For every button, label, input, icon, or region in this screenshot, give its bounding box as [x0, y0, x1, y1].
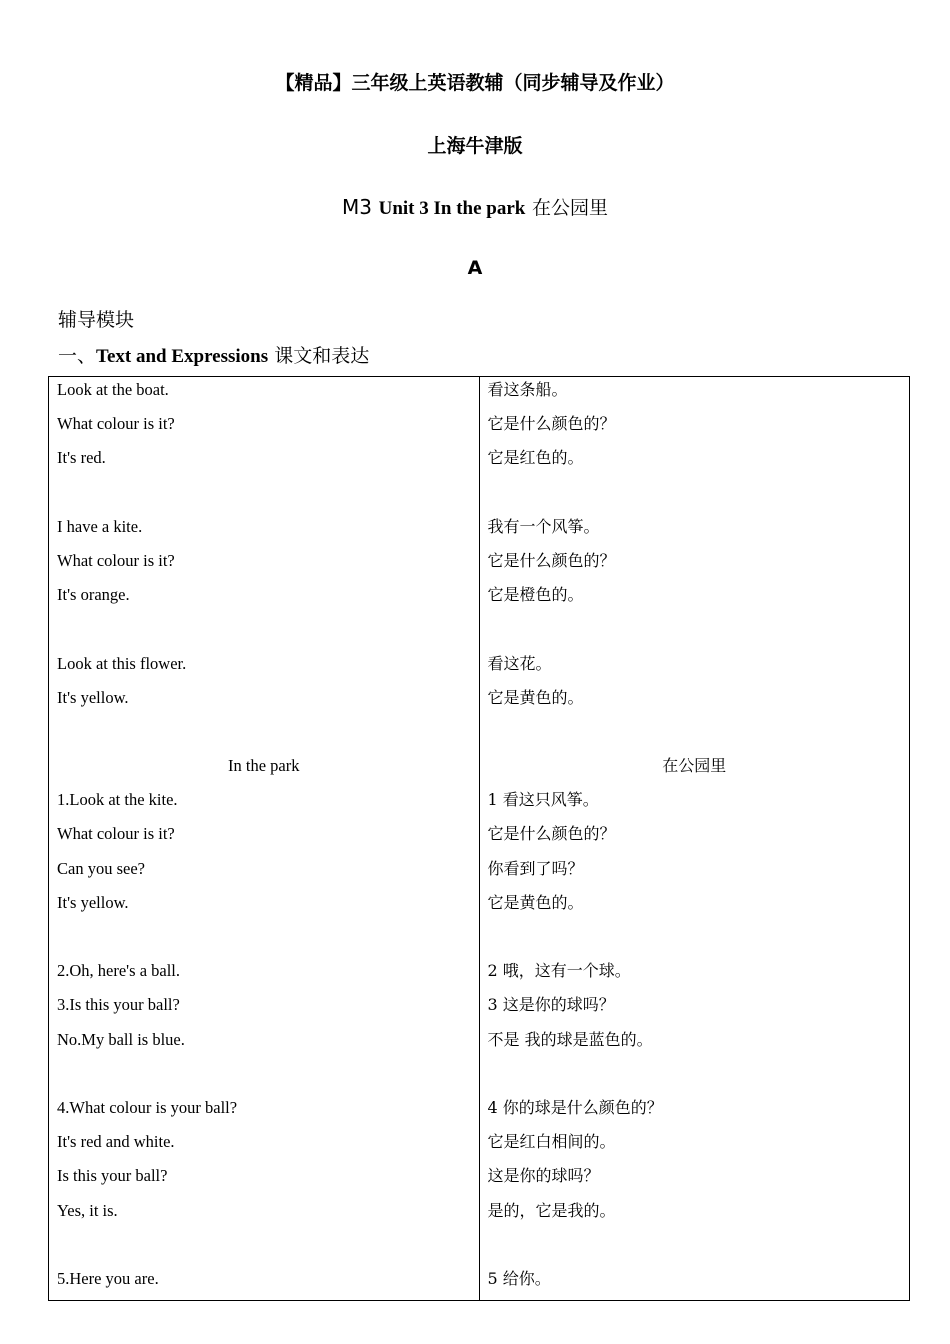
left-line: [57, 719, 471, 753]
unit-name: Unit 3 In the park: [378, 198, 526, 219]
unit-heading: [0, 193, 950, 220]
left-line: Look at the boat.: [57, 380, 169, 399]
document-title: 【精品】三年级上英语教辅（同步辅导及作业）: [275, 72, 675, 94]
left-line: Yes, it is.: [57, 1200, 118, 1220]
right-line: 3 这是你的球吗？: [487, 995, 615, 1015]
right-line: [488, 924, 902, 958]
left-line: No.My ball is blue.: [57, 1029, 185, 1049]
left-line: It's yellow.: [57, 892, 129, 912]
document-subtitle: 上海牛津版: [427, 135, 523, 157]
right-line: 它是黄色的。: [487, 687, 584, 707]
left-line: It's yellow.: [57, 687, 129, 707]
left-line: [57, 1061, 471, 1095]
section-title: Text and Expressions: [96, 346, 269, 367]
left-line: I have a kite.: [57, 516, 143, 536]
table-row: [49, 377, 910, 1301]
right-line: 4 你的球是什么颜色的？: [487, 1097, 663, 1117]
right-line: [488, 1232, 902, 1266]
right-line: [488, 719, 902, 753]
right-line: 它是红白相间的。: [487, 1132, 616, 1152]
left-line: 5.Here you are.: [57, 1268, 159, 1288]
left-line: Is this your ball?: [57, 1166, 168, 1186]
left-line: 2.Oh, here's a ball.: [57, 961, 181, 981]
right-line: [488, 1061, 902, 1095]
right-line: 5 给你。: [487, 1268, 551, 1288]
right-line: 看这条船。: [487, 380, 568, 399]
section-letter: A: [467, 257, 483, 279]
right-line: 这是你的球吗？: [487, 1166, 600, 1186]
right-line: 我有一个风筝。: [487, 516, 600, 536]
text-expressions-table: [48, 376, 910, 1301]
right-line: 它是什么颜色的？: [487, 824, 616, 844]
left-line: What colour is it?: [57, 824, 175, 844]
right-line: 它是橙色的。: [487, 585, 584, 605]
section-prefix: 一、: [58, 345, 97, 367]
left-line: 3.Is this your ball?: [57, 995, 180, 1015]
section-heading: [58, 341, 369, 368]
right-line: 看这花。: [487, 653, 552, 673]
left-line: It's red and white.: [57, 1132, 175, 1152]
left-line: [57, 480, 471, 514]
chinese-column: [479, 377, 910, 1301]
right-line: 不是 我的球是蓝色的。: [487, 1029, 653, 1049]
right-line: 你看到了吗？: [487, 858, 584, 878]
section-cn: 课文和表达: [274, 345, 370, 367]
right-line: 它是什么颜色的？: [487, 550, 616, 570]
left-line: Can you see?: [57, 858, 145, 878]
right-line: 是的，它是我的。: [487, 1200, 616, 1220]
english-column: [49, 377, 480, 1301]
right-line: [488, 616, 902, 650]
left-line: What colour is it?: [57, 414, 175, 434]
left-line: 4.What colour is your ball?: [57, 1097, 238, 1117]
left-line: Look at this flower.: [57, 653, 187, 673]
right-line: 它是黄色的。: [487, 892, 584, 912]
left-line: [57, 616, 471, 650]
left-line: What colour is it?: [57, 550, 175, 570]
right-line: 它是什么颜色的？: [487, 414, 616, 434]
left-line: 1.Look at the kite.: [57, 790, 178, 810]
left-line: It's red.: [57, 448, 106, 468]
unit-code: M3: [342, 195, 372, 219]
right-line: 1 看这只风筝。: [487, 790, 599, 810]
left-line: It's orange.: [57, 585, 130, 605]
right-line: 它是红色的。: [487, 448, 584, 468]
right-line: 在公园里: [662, 756, 727, 776]
right-line: [488, 480, 902, 514]
left-line: In the park: [228, 756, 300, 776]
module-label: 辅导模块: [58, 309, 135, 331]
left-line: [57, 1232, 471, 1266]
left-line: [57, 924, 471, 958]
unit-cn: 在公园里: [531, 197, 608, 219]
right-line: 2 哦，这有一个球。: [487, 961, 631, 981]
